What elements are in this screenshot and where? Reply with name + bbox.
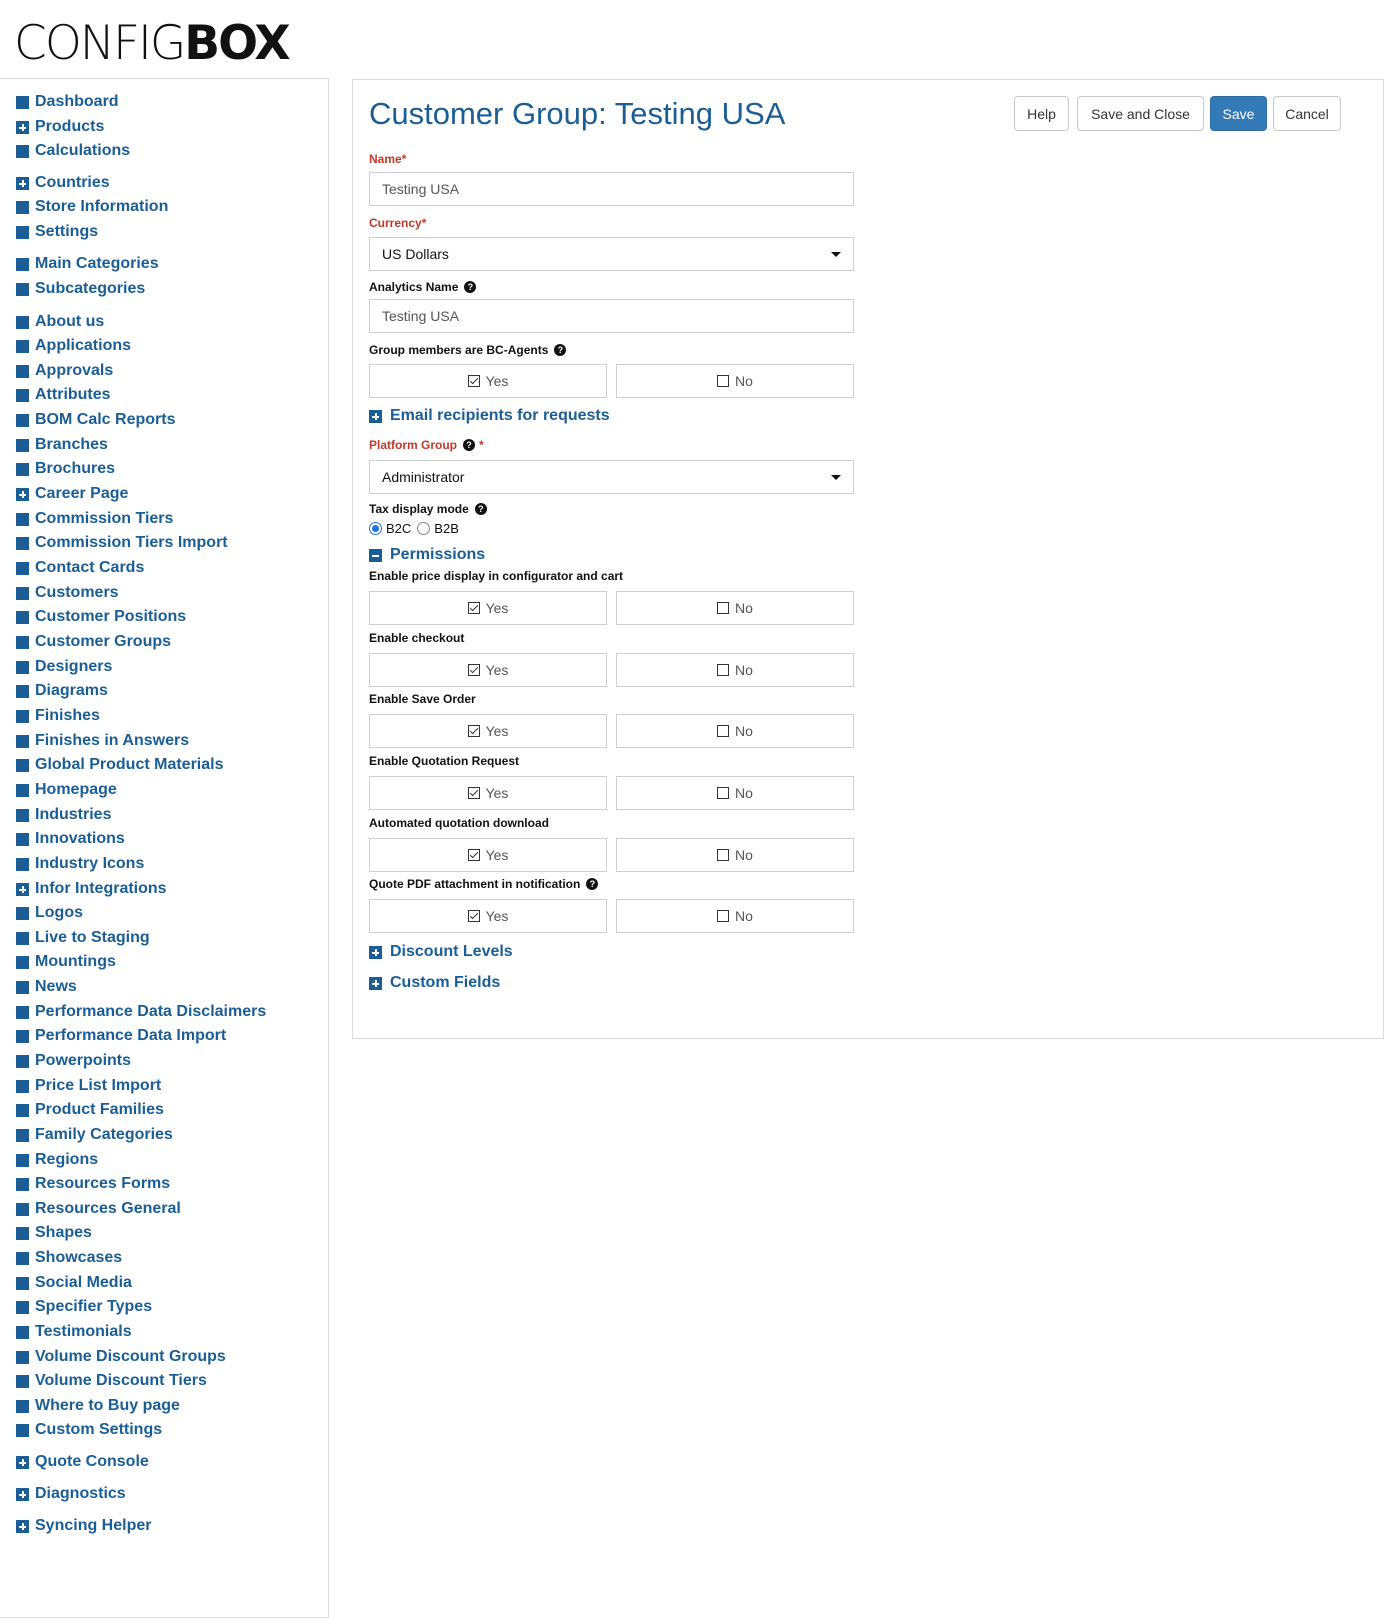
yes-label: Yes — [485, 785, 509, 801]
plus-square-icon — [16, 883, 29, 896]
permission-label-text: Enable Save Order — [369, 692, 476, 706]
permission-no-toggle[interactable] — [616, 899, 854, 933]
permission-yes-toggle[interactable] — [369, 591, 607, 625]
sidebar-item-label: Shapes — [35, 1224, 92, 1241]
tax-mode-radio-group — [369, 521, 459, 536]
square-icon — [16, 1030, 29, 1043]
square-icon — [16, 537, 29, 550]
square-icon — [16, 1424, 29, 1437]
tax-display-text: Tax display mode — [369, 502, 469, 516]
permission-no-toggle[interactable] — [616, 714, 854, 748]
sidebar-item-dashboard[interactable] — [16, 91, 119, 113]
sidebar-item-calculations[interactable] — [16, 140, 130, 162]
help-icon[interactable]: ? — [586, 878, 598, 890]
platform-group-select[interactable] — [369, 460, 854, 494]
sidebar-item-innovations[interactable] — [16, 828, 125, 850]
sidebar-nav — [0, 78, 329, 1618]
analytics-name-input[interactable]: Testing USA — [369, 299, 854, 333]
permission-yes-toggle[interactable] — [369, 714, 607, 748]
sidebar-item-applications[interactable] — [16, 335, 131, 357]
sidebar-item-shapes[interactable] — [16, 1222, 92, 1244]
radio-b2b[interactable] — [417, 522, 430, 535]
sidebar-item-label: Career Page — [35, 485, 129, 502]
square-icon — [16, 981, 29, 994]
square-icon — [16, 96, 29, 109]
square-icon — [16, 316, 29, 329]
checkbox-icon — [717, 725, 729, 737]
checkbox-checked-icon — [468, 375, 480, 387]
sidebar-item-label: Products — [35, 118, 105, 135]
sidebar-item-syncing-helper[interactable] — [16, 1515, 151, 1537]
square-icon — [16, 201, 29, 214]
square-icon — [16, 611, 29, 624]
checkbox-icon — [717, 910, 729, 922]
checkbox-checked-icon — [468, 787, 480, 799]
square-icon — [16, 1375, 29, 1388]
radio-b2b-label: B2B — [434, 521, 459, 536]
sidebar-item-live-to-staging[interactable] — [16, 927, 150, 949]
square-icon — [16, 1104, 29, 1117]
sidebar-item-label: Mountings — [35, 953, 116, 970]
sidebar-item-label: Contact Cards — [35, 559, 145, 576]
square-icon — [16, 1252, 29, 1265]
square-icon — [16, 513, 29, 526]
sidebar-item-resources-general[interactable] — [16, 1198, 181, 1220]
sidebar-item-label: Volume Discount Groups — [35, 1348, 226, 1365]
sidebar-item-diagrams[interactable] — [16, 680, 108, 702]
permissions-label: Permissions — [390, 546, 486, 563]
sidebar-item-quote-console[interactable] — [16, 1451, 149, 1473]
sidebar-item-label: Settings — [35, 223, 99, 240]
square-icon — [16, 932, 29, 945]
permission-label — [369, 569, 623, 583]
square-icon — [16, 1203, 29, 1216]
sidebar-item-where-to-buy-page[interactable] — [16, 1395, 180, 1417]
checkbox-checked-icon — [468, 910, 480, 922]
permission-label-text: Quote PDF attachment in notification — [369, 877, 581, 891]
sidebar-item-mountings[interactable] — [16, 951, 116, 973]
sidebar-item-commission-tiers[interactable] — [16, 508, 173, 530]
sidebar-item-custom-settings[interactable] — [16, 1419, 162, 1441]
sidebar-item-label: Performance Data Disclaimers — [35, 1003, 267, 1020]
yes-label: Yes — [485, 847, 509, 863]
sidebar-item-industry-icons[interactable] — [16, 853, 144, 875]
sidebar-item-label: Industries — [35, 806, 112, 823]
platform-group-text: Platform Group — [369, 438, 458, 452]
sidebar-item-label: Syncing Helper — [35, 1517, 152, 1534]
help-button[interactable]: Help — [1014, 96, 1069, 131]
permission-label-text: Enable checkout — [369, 631, 465, 645]
yes-label: Yes — [485, 723, 509, 739]
sidebar-item-store-information[interactable] — [16, 196, 168, 218]
name-label: Name* — [369, 152, 407, 166]
no-label: No — [735, 847, 753, 863]
sidebar-item-logos[interactable] — [16, 902, 83, 924]
sidebar-item-label: Where to Buy page — [35, 1397, 180, 1414]
name-input[interactable]: Testing USA — [369, 172, 854, 206]
checkbox-icon — [717, 664, 729, 676]
plus-square-icon — [369, 977, 382, 990]
sidebar-item-brochures[interactable] — [16, 458, 115, 480]
checkbox-icon — [717, 375, 729, 387]
sidebar-item-label: About us — [35, 313, 105, 330]
sidebar-item-label: Powerpoints — [35, 1052, 132, 1069]
sidebar-item-label: Regions — [35, 1151, 99, 1168]
sidebar-item-label: Homepage — [35, 781, 117, 798]
sidebar-item-homepage[interactable] — [16, 779, 117, 801]
sidebar-item-label: Applications — [35, 337, 132, 354]
logo-bold-text: BOX — [184, 16, 289, 71]
sidebar-item-settings[interactable] — [16, 221, 98, 243]
help-icon[interactable]: ? — [463, 439, 475, 451]
sidebar-item-industries[interactable] — [16, 804, 111, 826]
sidebar-item-label: Resources General — [35, 1200, 181, 1217]
sidebar-item-products[interactable] — [16, 116, 104, 138]
sidebar-item-label: Branches — [35, 436, 108, 453]
sidebar-item-label: Performance Data Import — [35, 1027, 227, 1044]
no-label: No — [735, 373, 753, 389]
square-icon — [16, 833, 29, 846]
plus-square-icon — [16, 1456, 29, 1469]
bc-agents-no-toggle[interactable] — [616, 364, 854, 398]
square-icon — [16, 1351, 29, 1364]
no-label: No — [735, 723, 753, 739]
sidebar-item-family-categories[interactable] — [16, 1124, 173, 1146]
sidebar-item-career-page[interactable] — [16, 483, 128, 505]
minus-square-icon — [369, 549, 382, 562]
checkbox-checked-icon — [468, 664, 480, 676]
plus-square-icon — [369, 946, 382, 959]
square-icon — [16, 907, 29, 920]
sidebar-item-label: Customer Positions — [35, 608, 187, 625]
chevron-down-icon — [831, 252, 841, 257]
platform-group-label — [369, 438, 484, 452]
edit-panel — [352, 79, 1384, 1039]
sidebar-item-label: Designers — [35, 658, 113, 675]
sidebar-item-label: Customer Groups — [35, 633, 172, 650]
sidebar-item-label: Live to Staging — [35, 929, 150, 946]
square-icon — [16, 1080, 29, 1093]
currency-label: Currency* — [369, 216, 427, 230]
square-icon — [16, 858, 29, 871]
bc-agents-label — [369, 343, 566, 357]
sidebar-item-label: Subcategories — [35, 280, 146, 297]
square-icon — [16, 1178, 29, 1191]
sidebar-item-label: Infor Integrations — [35, 880, 167, 897]
sidebar-item-label: Logos — [35, 904, 83, 921]
sidebar-item-label: Volume Discount Tiers — [35, 1372, 207, 1389]
square-icon — [16, 1301, 29, 1314]
email-recipients-toggle[interactable] — [369, 406, 610, 426]
permission-no-toggle[interactable] — [616, 591, 854, 625]
sidebar-item-label: Commission Tiers Import — [35, 534, 228, 551]
plus-square-icon — [369, 410, 382, 423]
sidebar-item-news[interactable] — [16, 976, 77, 998]
yes-label: Yes — [485, 600, 509, 616]
permission-no-toggle[interactable] — [616, 838, 854, 872]
sidebar-item-label: Customers — [35, 584, 119, 601]
save-and-close-button[interactable]: Save and Close — [1077, 96, 1204, 131]
permission-label-text: Enable Quotation Request — [369, 754, 520, 768]
sidebar-item-countries[interactable] — [16, 172, 110, 194]
sidebar-item-about-us[interactable] — [16, 311, 104, 333]
sidebar-item-performance-data-disclaimers[interactable] — [16, 1001, 266, 1023]
sidebar-item-attributes[interactable] — [16, 384, 111, 406]
square-icon — [16, 1006, 29, 1019]
custom-fields-label: Custom Fields — [390, 974, 501, 991]
sidebar-item-commission-tiers-import[interactable] — [16, 532, 228, 554]
sidebar-item-label: Dashboard — [35, 93, 119, 110]
sidebar-item-customer-groups[interactable] — [16, 631, 171, 653]
sidebar-item-label: BOM Calc Reports — [35, 411, 176, 428]
plus-square-icon — [16, 177, 29, 190]
page-title: Customer Group: Testing USA — [369, 96, 786, 131]
sidebar-item-bom-calc-reports[interactable] — [16, 409, 175, 431]
sidebar-item-label: Social Media — [35, 1274, 132, 1291]
sidebar-item-customers[interactable] — [16, 582, 119, 604]
sidebar-item-label: Showcases — [35, 1249, 123, 1266]
permission-label — [369, 754, 519, 768]
checkbox-icon — [717, 602, 729, 614]
permission-yes-toggle[interactable] — [369, 899, 607, 933]
sidebar-item-label: Innovations — [35, 830, 125, 847]
square-icon — [16, 784, 29, 797]
sidebar-item-finishes[interactable] — [16, 705, 100, 727]
sidebar-item-label: Main Categories — [35, 255, 159, 272]
sidebar-item-testimonials[interactable] — [16, 1321, 132, 1343]
sidebar-item-diagnostics[interactable] — [16, 1483, 126, 1505]
sidebar-item-product-families[interactable] — [16, 1099, 164, 1121]
yes-label: Yes — [485, 908, 509, 924]
square-icon — [16, 1154, 29, 1167]
permission-no-toggle[interactable] — [616, 776, 854, 810]
sidebar-item-volume-discount-tiers[interactable] — [16, 1370, 207, 1392]
analytics-name-text: Analytics Name — [369, 280, 459, 294]
no-label: No — [735, 785, 753, 801]
sidebar-item-label: Diagrams — [35, 682, 108, 699]
square-icon — [16, 1400, 29, 1413]
radio-b2c[interactable] — [369, 522, 382, 535]
sidebar-item-label: Finishes in Answers — [35, 732, 190, 749]
permission-label-text: Automated quotation download — [369, 816, 549, 830]
sidebar-item-price-list-import[interactable] — [16, 1075, 161, 1097]
sidebar-item-customer-positions[interactable] — [16, 606, 186, 628]
sidebar-item-subcategories[interactable] — [16, 278, 145, 300]
sidebar-item-label: Finishes — [35, 707, 100, 724]
square-icon — [16, 685, 29, 698]
square-icon — [16, 258, 29, 271]
permission-yes-toggle[interactable] — [369, 776, 607, 810]
permission-label — [369, 631, 464, 645]
radio-b2c-label: B2C — [386, 521, 412, 536]
sidebar-item-specifier-types[interactable] — [16, 1296, 152, 1318]
sidebar-item-regions[interactable] — [16, 1149, 98, 1171]
sidebar-item-social-media[interactable] — [16, 1272, 132, 1294]
required-mark: * — [479, 438, 484, 452]
sidebar-item-label: Attributes — [35, 386, 111, 403]
sidebar-item-label: Industry Icons — [35, 855, 145, 872]
sidebar-item-global-product-materials[interactable] — [16, 754, 223, 776]
permission-label-text: Enable price display in configurator and cart — [369, 569, 624, 583]
logo-light-text: CONFIG — [14, 16, 185, 71]
permission-label — [369, 816, 549, 830]
permission-label — [369, 692, 476, 706]
no-label: No — [735, 600, 753, 616]
cancel-button[interactable]: Cancel — [1273, 96, 1341, 131]
currency-value: US Dollars — [382, 246, 449, 262]
checkbox-checked-icon — [468, 725, 480, 737]
sidebar-item-label: Quote Console — [35, 1453, 149, 1470]
sidebar-item-label: Family Categories — [35, 1126, 173, 1143]
square-icon — [16, 636, 29, 649]
permission-no-toggle[interactable] — [616, 653, 854, 687]
platform-group-value: Administrator — [382, 469, 465, 485]
save-button[interactable]: Save — [1210, 96, 1267, 131]
square-icon — [16, 1326, 29, 1339]
square-icon — [16, 1227, 29, 1240]
sidebar-item-powerpoints[interactable] — [16, 1050, 131, 1072]
square-icon — [16, 710, 29, 723]
square-icon — [16, 439, 29, 452]
sidebar-item-label: Store Information — [35, 198, 169, 215]
square-icon — [16, 463, 29, 476]
square-icon — [16, 226, 29, 239]
email-recipients-label: Email recipients for requests — [390, 407, 610, 424]
checkbox-icon — [717, 849, 729, 861]
chevron-down-icon — [831, 475, 841, 480]
tax-display-label — [369, 502, 487, 516]
sidebar-item-finishes-in-answers[interactable] — [16, 730, 189, 752]
help-icon[interactable]: ? — [554, 344, 566, 356]
configbox-logo — [14, 18, 289, 70]
sidebar-item-approvals[interactable] — [16, 360, 113, 382]
permissions-toggle[interactable] — [369, 545, 485, 565]
sidebar-item-label: Testimonials — [35, 1323, 132, 1340]
checkbox-checked-icon — [468, 849, 480, 861]
square-icon — [16, 1129, 29, 1142]
sidebar-item-resources-forms[interactable] — [16, 1173, 170, 1195]
square-icon — [16, 956, 29, 969]
checkbox-icon — [717, 787, 729, 799]
sidebar-item-label: Resources Forms — [35, 1175, 171, 1192]
square-icon — [16, 389, 29, 402]
sidebar-item-label: Countries — [35, 174, 110, 191]
square-icon — [16, 365, 29, 378]
yes-label: Yes — [485, 373, 509, 389]
sidebar-item-designers[interactable] — [16, 656, 112, 678]
square-icon — [16, 340, 29, 353]
permission-yes-toggle[interactable] — [369, 838, 607, 872]
square-icon — [16, 283, 29, 296]
sidebar-item-performance-data-import[interactable] — [16, 1025, 226, 1047]
sidebar-item-main-categories[interactable] — [16, 253, 159, 275]
square-icon — [16, 759, 29, 772]
sidebar-item-label: Calculations — [35, 142, 131, 159]
permission-label — [369, 877, 598, 891]
square-icon — [16, 562, 29, 575]
discount-levels-label: Discount Levels — [390, 943, 513, 960]
sidebar-item-label: Brochures — [35, 460, 116, 477]
square-icon — [16, 735, 29, 748]
sidebar-item-label: Price List Import — [35, 1077, 162, 1094]
plus-square-icon — [16, 488, 29, 501]
square-icon — [16, 661, 29, 674]
plus-square-icon — [16, 121, 29, 134]
square-icon — [16, 1277, 29, 1290]
plus-square-icon — [16, 1488, 29, 1501]
square-icon — [16, 414, 29, 427]
discount-levels-toggle[interactable] — [369, 942, 513, 962]
yes-label: Yes — [485, 662, 509, 678]
sidebar-item-label: Diagnostics — [35, 1485, 126, 1502]
plus-square-icon — [16, 1520, 29, 1533]
sidebar-item-label: Approvals — [35, 362, 114, 379]
currency-select[interactable] — [369, 237, 854, 271]
sidebar-item-branches[interactable] — [16, 434, 108, 456]
help-icon[interactable]: ? — [464, 281, 476, 293]
sidebar-item-infor-integrations[interactable] — [16, 878, 167, 900]
analytics-name-label — [369, 280, 476, 294]
permission-yes-toggle[interactable] — [369, 653, 607, 687]
sidebar-item-contact-cards[interactable] — [16, 557, 144, 579]
checkbox-checked-icon — [468, 602, 480, 614]
square-icon — [16, 145, 29, 158]
sidebar-item-label: Product Families — [35, 1101, 164, 1118]
no-label: No — [735, 908, 753, 924]
no-label: No — [735, 662, 753, 678]
sidebar-item-label: Specifier Types — [35, 1298, 153, 1315]
custom-fields-toggle[interactable] — [369, 973, 500, 993]
bc-agents-text: Group members are BC-Agents — [369, 343, 549, 357]
sidebar-item-label: Custom Settings — [35, 1421, 163, 1438]
sidebar-item-label: Global Product Materials — [35, 756, 224, 773]
square-icon — [16, 587, 29, 600]
bc-agents-yes-toggle[interactable] — [369, 364, 607, 398]
sidebar-item-label: News — [35, 978, 77, 995]
help-icon[interactable]: ? — [475, 503, 487, 515]
sidebar-item-label: Commission Tiers — [35, 510, 174, 527]
square-icon — [16, 809, 29, 822]
square-icon — [16, 1055, 29, 1068]
sidebar-item-showcases[interactable] — [16, 1247, 122, 1269]
sidebar-item-volume-discount-groups[interactable] — [16, 1346, 226, 1368]
